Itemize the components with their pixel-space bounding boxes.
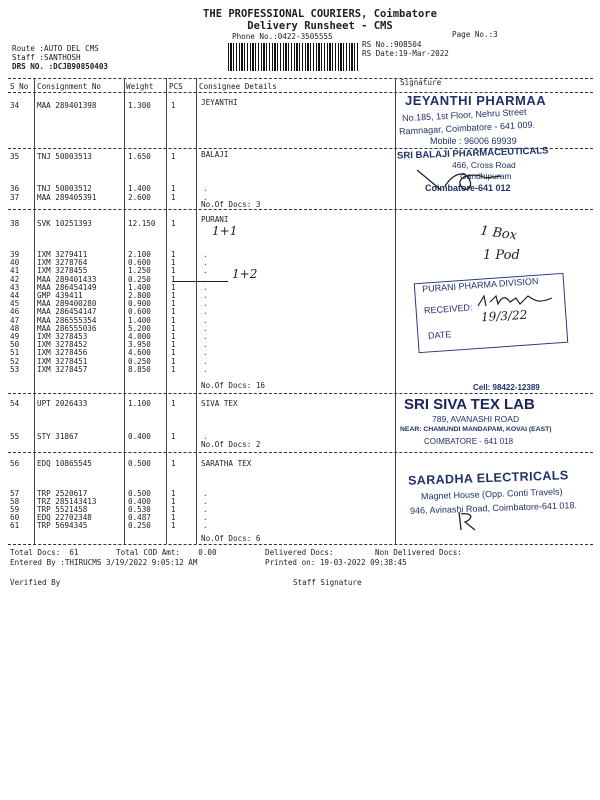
row-consignment: MAA 289401398 [37,101,97,110]
row-weight: 4.600 [128,348,151,358]
row-dot: . [203,323,208,333]
row-sno: 40 [10,258,20,268]
row-pcs: 1 [171,340,176,350]
row-sno: 55 [10,432,20,441]
row-sno: 52 [10,356,20,366]
printed-on: Printed on: 19-03-2022 09:38:45 [265,558,407,567]
row-pcs: 1 [171,496,176,506]
row-sno: 58 [10,496,20,506]
row-consignment: EDQ 22702348 [37,512,92,522]
row-consignment: TRP 2520617 [37,489,88,498]
row-pcs: 1 [171,307,176,317]
row-weight: 8.850 [128,364,151,374]
route-field: Route :AUTO DEL CMS [12,44,99,53]
row-dot: . [203,364,208,374]
row-sno: 60 [10,512,20,522]
row-weight: 0.400 [128,496,151,506]
row-sno: 45 [10,299,20,309]
barcode [228,43,358,71]
rs-date: RS Date:19-Mar-2022 [362,49,449,58]
row-consignment: EDQ 10865545 [37,459,92,468]
row-sno: 36 [10,184,20,193]
row-weight: 1.400 [128,282,151,292]
stamp-line: Gandhipuram [460,171,512,181]
row-weight: 1.400 [128,184,151,193]
row-sno: 47 [10,315,20,325]
document-subtitle: Delivery Runsheet - CMS [247,20,393,32]
row-weight: 0.530 [128,504,151,514]
row-weight: 4.000 [128,332,151,341]
handwritten-note: 1 Box [479,223,518,244]
col-header-weight: Weight [126,82,154,91]
row-consignment: MAA 289401433 [37,274,97,284]
row-consignment: TNJ 50003513 [37,152,92,161]
row-consignment: MAA 286454149 [37,282,97,292]
col-header-pcs: PCS [169,82,183,91]
row-pcs: 1 [171,274,176,284]
row-pcs: 1 [171,101,176,110]
row-pcs: 1 [171,512,176,522]
row-sno: 38 [10,219,20,228]
row-pcs: 1 [171,299,176,309]
staff-signature-label: Staff Signature [293,578,362,587]
row-consignment: IXM 3278452 [37,340,88,350]
runsheet-meta-right [362,40,449,58]
entered-by: Entered By :THIRUCMS 3/19/2022 9:05:12 AM [10,558,198,567]
row-dot: . [203,250,208,259]
row-dot: . [203,291,208,300]
row-weight: 0.600 [128,307,151,317]
row-sno: 39 [10,250,20,259]
row-dot: . [203,489,208,498]
row-sno: 59 [10,504,20,514]
stamp-line: DATE [427,329,452,341]
row-sno: 53 [10,364,20,374]
row-sno: 43 [10,282,20,292]
handwritten-note: 1+2 [232,267,258,281]
stamp-line: 466, Cross Road [452,160,516,170]
row-consignment: GMP 439411 [37,291,83,300]
rs-number: RS No.:908504 [362,40,422,49]
row-sno: 48 [10,323,20,333]
phone-number: Phone No.:0422-3505555 [232,32,333,41]
stamp-title: SARADHA ELECTRICALS [407,468,569,488]
stamp-line: COIMBATORE - 641 018 [424,437,514,446]
row-sno: 44 [10,291,20,300]
row-sno: 56 [10,459,20,468]
row-consignment: TRP 5521458 [37,504,88,514]
row-consignment: IXM 3278453 [37,332,88,341]
row-dot: . [203,520,208,530]
row-dot: . [203,282,208,292]
row-sno: 34 [10,101,20,110]
row-pcs: 1 [171,348,176,358]
row-dot: . [203,356,208,366]
docs-count-purani: No.Of Docs: 16 [201,381,266,390]
runsheet-meta-left [12,44,108,71]
row-sno: 61 [10,520,20,530]
consignee-balaji: BALAJI [201,150,229,159]
signature-scribble [455,510,485,532]
docs-count-siva-tex: No.Of Docs: 2 [201,440,261,449]
row-sno: 35 [10,152,20,161]
row-pcs: 1 [171,219,176,228]
row-dot: . [203,496,208,506]
consignee-siva-tex: SIVA TEX [201,399,238,408]
row-consignment: MAA 286555354 [37,315,97,325]
row-dot: . [203,274,208,284]
handwritten-line [172,281,228,282]
stamp-line: NEAR: CHAMUNDI MANDAPAM, KOVAI (EAST) [400,426,552,433]
row-sno: 37 [10,193,20,202]
row-sno: 54 [10,399,20,408]
stamp-title: SRI SIVA TEX LAB [404,396,535,413]
group-separator [8,393,593,394]
consignee-purani: PURANI [201,215,229,224]
row-sno: 41 [10,266,20,276]
row-weight: 1.650 [128,152,151,161]
row-consignment: IXM 3278457 [37,364,88,374]
row-sno: 51 [10,348,20,358]
row-pcs: 1 [171,193,176,202]
col-header-sno: S No [10,82,29,91]
stamp-line: 789, AVANASHI ROAD [432,414,520,424]
stamp-line: 946, Avinashi Road, Coimbatore-641 018. [409,500,578,516]
stamp-line: Ramnagar, Coimbatore - 641 009. [398,119,536,137]
document-title: THE PROFESSIONAL COURIERS, Coimbatore [203,8,437,20]
row-dot: . [203,307,208,317]
row-pcs: 1 [171,291,176,300]
row-dot: . [203,332,208,341]
row-weight: 1.300 [128,101,151,110]
stamp-line: Magnet House (Opp. Conti Travels) [420,486,563,502]
group-separator [8,452,593,453]
stamp-line: RECEIVED: [423,302,473,316]
row-dot: . [203,315,208,325]
row-pcs: 1 [171,323,176,333]
row-weight: 0.400 [128,432,151,441]
consignee-saratha-tex: SARATHA TEX [201,459,252,468]
row-pcs: 1 [171,520,176,530]
row-dot: . [203,348,208,358]
docs-count-saratha-tex: No.Of Docs: 6 [201,534,261,543]
row-dot: . [203,299,208,309]
stamp-line: No.185, 1st Floor, Nehru Street [401,106,527,124]
row-pcs: 1 [171,364,176,374]
row-pcs: 1 [171,250,176,259]
row-dot: . [203,432,208,441]
consignee-jeyanthi: JEYANTHI [201,98,238,107]
row-consignment: IXM 3278764 [37,258,88,268]
handwritten-date: 19/3/22 [480,307,528,325]
row-weight: 0.250 [128,520,151,530]
row-weight: 0.250 [128,274,151,284]
non-delivered-docs: Non Delivered Docs: [375,548,462,557]
verified-by-label: Verified By [10,578,61,587]
row-dot: . [203,340,208,350]
stamp-line: Mobile : 96006 69939 [430,136,517,146]
handwritten-note: 1 Pod [483,248,520,263]
docs-count-balaji: No.Of Docs: 3 [201,200,261,209]
row-pcs: 1 [171,432,176,441]
row-consignment: SVK 10251393 [37,219,92,228]
handwritten-note: 1+1 [212,224,238,238]
row-weight: 1.400 [128,315,151,325]
stamp-title: PURANI PHARMA DIVISION [421,275,539,295]
row-pcs: 1 [171,282,176,292]
row-consignment: MAA 289405391 [37,193,97,202]
row-pcs: 1 [171,459,176,468]
stamp-line: Cell: 98422-12389 [473,383,540,392]
row-consignment: STY 31867 [37,432,79,441]
row-sno: 50 [10,340,20,350]
total-cod-amount: Total COD Amt: 0.00 [116,548,217,557]
table-bottom-rule [8,544,593,545]
stamp-title: JEYANTHI PHARMAA [405,93,547,108]
row-pcs: 1 [171,504,176,514]
row-consignment: IXM 3278451 [37,356,88,366]
row-consignment: TRZ 285143413 [37,496,97,506]
total-docs: Total Docs: 61 [10,548,79,557]
row-consignment: IXM 3279411 [37,250,88,259]
row-weight: 1.250 [128,266,151,276]
row-weight: 0.900 [128,299,151,309]
table-top-rule [8,78,593,79]
row-sno: 49 [10,332,20,341]
row-consignment: MAA 289400280 [37,299,97,309]
stamp-title: SRI BALAJI PHARMACEUTICALS [396,145,549,162]
page-number: Page No.:3 [452,30,498,39]
row-weight: 12.150 [128,219,156,228]
row-pcs: 1 [171,266,176,276]
row-consignment: TNJ 50003512 [37,184,92,193]
row-consignment: IXM 3278456 [37,348,88,358]
row-dot: . [203,512,208,522]
row-pcs: 1 [171,152,176,161]
row-consignment: TRP 5694345 [37,520,88,530]
row-weight: 0.500 [128,459,151,468]
row-pcs: 1 [171,258,176,268]
drs-field: DRS NO. :DCJB90850403 [12,62,109,71]
staff-field: Staff :SANTHOSH [12,53,81,62]
row-weight: 1.100 [128,399,151,408]
row-pcs: 1 [171,356,176,366]
delivered-docs: Delivered Docs: [265,548,334,557]
row-consignment: MAA 286555036 [37,323,97,333]
row-dot: . [203,266,208,276]
row-dot: . [203,193,208,202]
row-sno: 57 [10,489,20,498]
row-sno: 46 [10,307,20,317]
row-weight: 0.500 [128,489,151,498]
row-weight: 2.600 [128,193,151,202]
row-pcs: 1 [171,315,176,325]
row-consignment: MAA 286454147 [37,307,97,317]
row-dot: . [203,258,208,268]
row-dot: . [203,504,208,514]
row-pcs: 1 [171,489,176,498]
group-separator [8,209,593,210]
row-weight: 0.250 [128,356,151,366]
row-weight: 0.487 [128,512,151,522]
row-weight: 2.800 [128,291,151,300]
row-pcs: 1 [171,184,176,193]
row-consignment: UPT 2026433 [37,399,88,408]
stamp-line: Coimbatore-641 012 [425,183,511,193]
row-dot: . [203,184,208,193]
row-weight: 3.950 [128,340,151,350]
row-weight: 2.100 [128,250,151,259]
row-pcs: 1 [171,399,176,408]
signature-scribble [415,166,505,196]
col-header-consignee: Consignee Details [199,82,277,91]
row-pcs: 1 [171,332,176,341]
row-sno: 42 [10,274,20,284]
col-header-consignment: Consignment No [37,82,102,91]
row-weight: 0.600 [128,258,151,268]
col-header-signature: Signature [400,78,442,87]
row-consignment: IXM 3278455 [37,266,88,276]
row-weight: 5.200 [128,323,151,333]
